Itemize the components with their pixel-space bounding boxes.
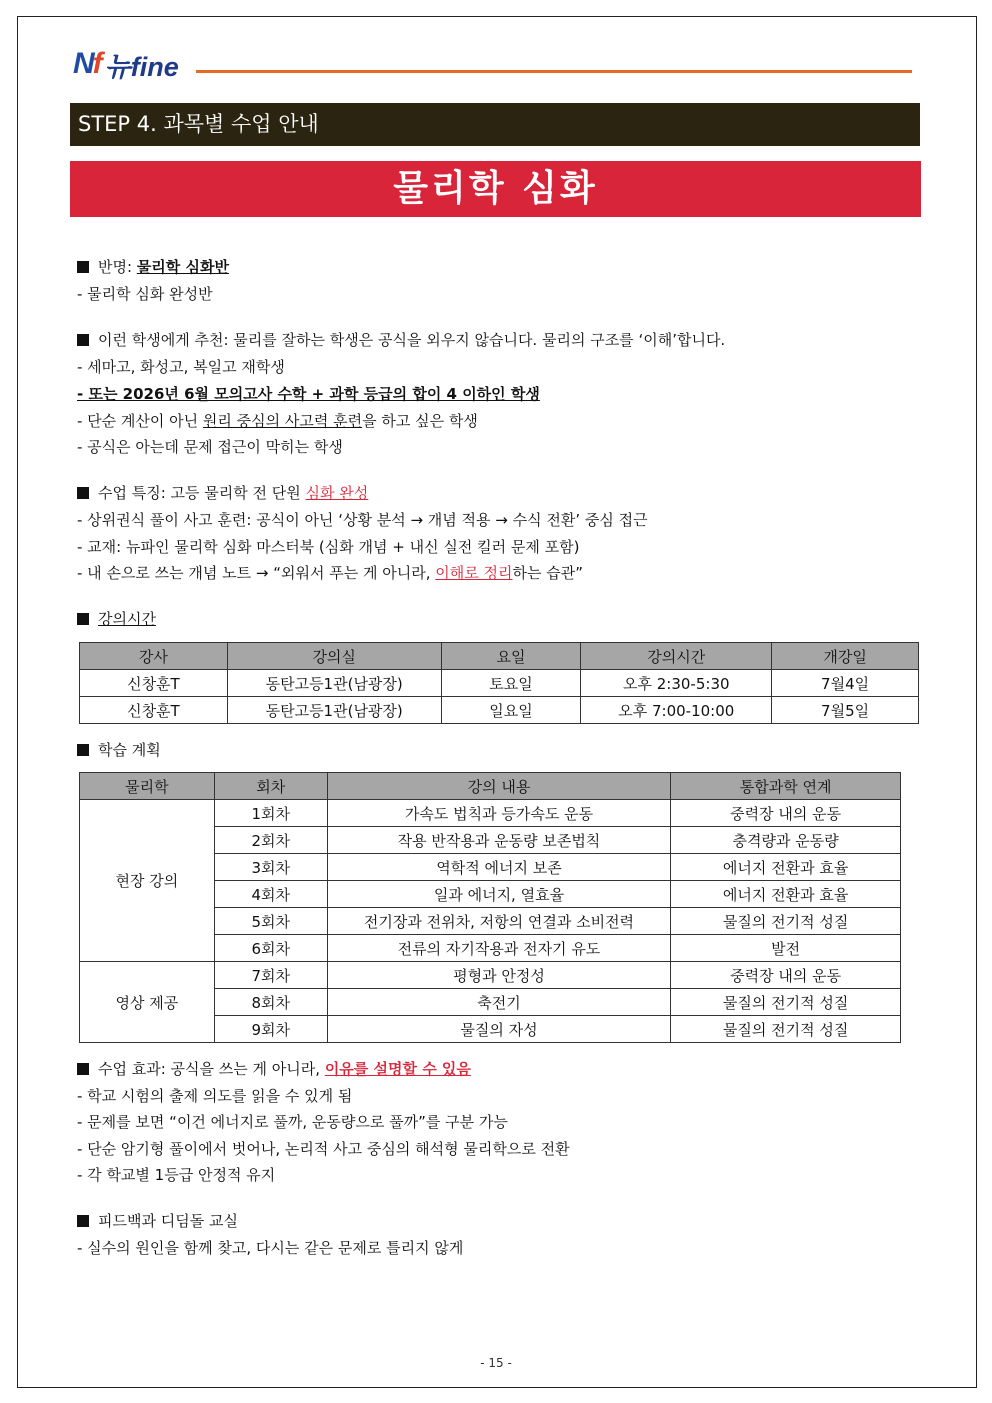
table-cell: 신창훈T [80, 697, 228, 724]
square-bullet-icon [77, 334, 89, 346]
table-cell: 평형과 안정성 [327, 962, 671, 989]
study-plan-table [79, 772, 901, 1043]
table-cell: 오후 2:30-5:30 [581, 670, 772, 697]
column-header: 강사 [80, 643, 228, 670]
table-cell: 6회차 [214, 935, 327, 962]
table-row [80, 697, 919, 724]
table-row [80, 962, 901, 989]
section-study-plan: 학습 계획 [77, 740, 161, 760]
brand-logo [73, 47, 179, 81]
list-item: - 교재: 뉴파인 물리학 심화 마스터북 (심화 개념 + 내신 실전 킬러 문제 포함) [77, 538, 580, 556]
table-cell: 토요일 [441, 670, 581, 697]
square-bullet-icon [77, 1215, 89, 1227]
table-cell: 작용 반작용과 운동량 보존법칙 [327, 827, 671, 854]
table-cell: 물질의 전기적 성질 [671, 1016, 901, 1043]
table-cell: 7월5일 [772, 697, 919, 724]
table-cell: 에너지 전환과 효율 [671, 854, 901, 881]
main-title: 물리학 심화 [70, 161, 921, 217]
square-bullet-icon [77, 487, 89, 499]
table-cell: 7회차 [214, 962, 327, 989]
group-cell: 영상 제공 [80, 962, 215, 1043]
table-cell: 7월4일 [772, 670, 919, 697]
list-item: - 또는 2026년 6월 모의고사 수학 + 과학 등급의 합이 4 이하인 학생 [77, 385, 540, 403]
list-item: - 단순 암기형 풀이에서 벗어나, 논리적 사고 중심의 해석형 물리학으로 전환 [77, 1140, 570, 1158]
logo-text: 뉴fine [104, 51, 179, 82]
list-item: - 물리학 심화 완성반 [77, 285, 213, 303]
square-bullet-icon [77, 1063, 89, 1075]
table-cell: 3회차 [214, 854, 327, 881]
schedule-table [79, 642, 919, 724]
column-header: 회차 [214, 773, 327, 800]
section-feedback: 피드백과 디딤돌 교실 [77, 1211, 238, 1231]
header-rule [196, 70, 912, 73]
list-item: - 단순 계산이 아닌 원리 중심의 사고력 훈련을 하고 싶은 학생 [77, 412, 478, 430]
table-cell: 일과 에너지, 열효율 [327, 881, 671, 908]
table-cell: 물질의 전기적 성질 [671, 908, 901, 935]
list-item: - 내 손으로 쓰는 개념 노트 → “외워서 푸는 게 아니라, 이해로 정리하는 습관” [77, 564, 583, 582]
table-cell: 5회차 [214, 908, 327, 935]
section-recommend: 이런 학생에게 추천: 물리를 잘하는 학생은 공식을 외우지 않습니다. 물리의 구조를 ‘이해’합니다. [77, 330, 725, 350]
list-item: - 공식은 아는데 문제 접근이 막히는 학생 [77, 438, 343, 456]
table-cell: 역학적 에너지 보존 [327, 854, 671, 881]
step-title: STEP 4. 과목별 수업 안내 [70, 103, 920, 146]
list-item: - 각 학교별 1등급 안정적 유지 [77, 1166, 276, 1184]
table-cell: 중력장 내의 운동 [671, 800, 901, 827]
table-cell: 동탄고등1관(남광장) [227, 697, 441, 724]
table-cell: 8회차 [214, 989, 327, 1016]
square-bullet-icon [77, 261, 89, 273]
table-cell: 동탄고등1관(남광장) [227, 670, 441, 697]
table-cell: 중력장 내의 운동 [671, 962, 901, 989]
list-item: - 상위권식 풀이 사고 훈련: 공식이 아닌 ‘상황 분석 → 개념 적용 → 수식 전환’ 중심 접근 [77, 511, 648, 529]
list-item: - 문제를 보면 “이건 에너지로 풀까, 운동량으로 풀까”를 구분 가능 [77, 1113, 508, 1131]
table-cell: 물질의 자성 [327, 1016, 671, 1043]
table-cell: 전류의 자기작용과 전자기 유도 [327, 935, 671, 962]
table-cell: 에너지 전환과 효율 [671, 881, 901, 908]
group-cell: 현장 강의 [80, 800, 215, 962]
column-header: 요일 [441, 643, 581, 670]
column-header: 개강일 [772, 643, 919, 670]
table-cell: 전기장과 전위차, 저항의 연결과 소비전력 [327, 908, 671, 935]
column-header: 강의시간 [581, 643, 772, 670]
table-cell: 물질의 전기적 성질 [671, 989, 901, 1016]
logo-mark: Nf [73, 47, 101, 80]
column-header: 강의 내용 [327, 773, 671, 800]
table-row [80, 800, 901, 827]
section-features: 수업 특징: 고등 물리학 전 단원 심화 완성 [77, 483, 368, 503]
table-cell: 축전기 [327, 989, 671, 1016]
section-class-name: 반명: 물리학 심화반 [77, 257, 229, 277]
list-item: - 세마고, 화성고, 복일고 재학생 [77, 358, 285, 376]
page-number: - 15 - [480, 1356, 512, 1370]
table-cell: 2회차 [214, 827, 327, 854]
table-header-row [80, 643, 919, 670]
section-effects: 수업 효과: 공식을 쓰는 게 아니라, 이유를 설명할 수 있음 [77, 1059, 471, 1079]
square-bullet-icon [77, 744, 89, 756]
table-cell: 4회차 [214, 881, 327, 908]
table-cell: 신창훈T [80, 670, 228, 697]
column-header: 통합과학 연계 [671, 773, 901, 800]
table-cell: 오후 7:00-10:00 [581, 697, 772, 724]
column-header: 물리학 [80, 773, 215, 800]
table-cell: 일요일 [441, 697, 581, 724]
column-header: 강의실 [227, 643, 441, 670]
table-cell: 충격량과 운동량 [671, 827, 901, 854]
table-cell: 발전 [671, 935, 901, 962]
table-cell: 가속도 법칙과 등가속도 운동 [327, 800, 671, 827]
square-bullet-icon [77, 613, 89, 625]
table-cell: 1회차 [214, 800, 327, 827]
list-item: - 학교 시험의 출제 의도를 읽을 수 있게 됨 [77, 1087, 353, 1105]
table-cell: 9회차 [214, 1016, 327, 1043]
section-schedule: 강의시간 [77, 609, 156, 629]
table-row [80, 670, 919, 697]
list-item: - 실수의 원인을 함께 찾고, 다시는 같은 문제로 틀리지 않게 [77, 1239, 464, 1257]
table-header-row [80, 773, 901, 800]
